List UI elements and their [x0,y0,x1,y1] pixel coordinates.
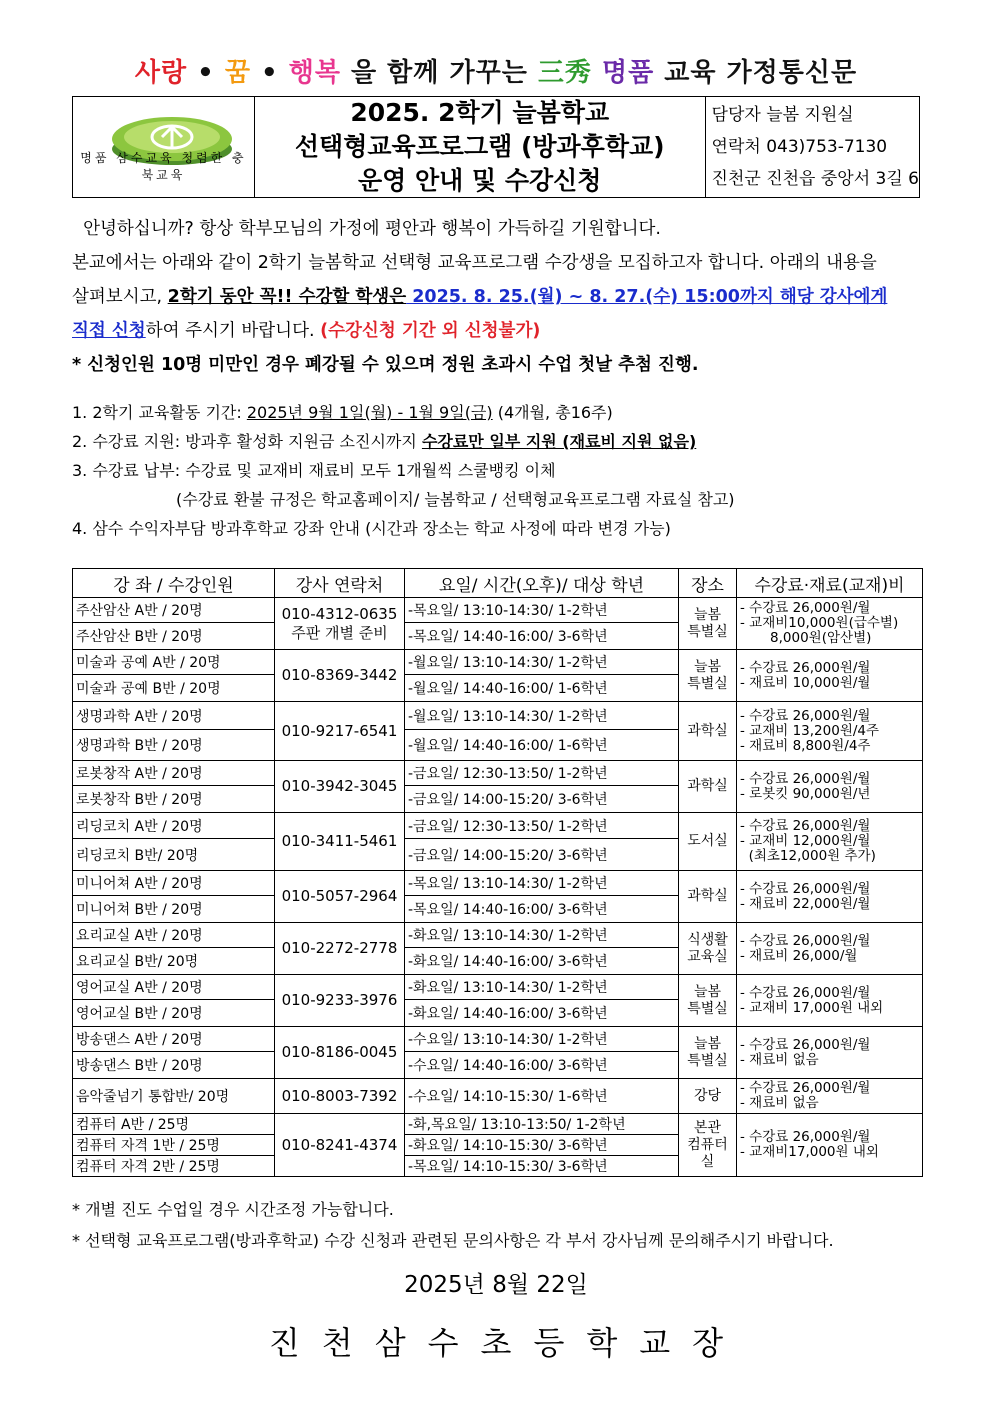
info-label: 2. 수강료 지원: 방과후 활성화 지원금 소진시까지 [72,432,422,451]
location-text: 특별실 [687,1000,728,1017]
table-row [73,1079,923,1114]
course-name: 주산암산 A반 / 20명 [73,598,275,623]
class-schedule: -목요일/ 13:10-14:30/ 1-2학년 [405,871,679,896]
class-schedule: -목요일/ 14:10-15:30/ 3-6학년 [405,1156,679,1177]
issue-date: 2025년 8월 22일 [404,1272,588,1298]
fee-text: - 로봇킷 90,000원/년 [740,785,871,802]
slogan-love: 사랑 [134,58,188,88]
apply-direct-text: 직접 신청 [72,321,146,341]
info-item [72,427,922,456]
column-header: 요일/ 시간(오후)/ 대상 학년 [405,569,679,598]
table-row [73,650,923,675]
class-schedule: -금요일/ 14:00-15:20/ 3-6학년 [405,839,679,871]
logo-caption: 명품 삼수교육 청렴한 충북교육 [80,151,247,182]
location-text: 특별실 [687,1052,728,1069]
class-schedule: -월요일/ 13:10-14:30/ 1-2학년 [405,650,679,675]
class-schedule: -수요일/ 14:40-16:00/ 3-6학년 [405,1052,679,1079]
instructor-contact [275,650,405,702]
slogan-dot: • [261,58,279,88]
fee-text: - 교재비 17,000원 내외 [740,999,884,1016]
slogan-middle: 을 함께 가꾸는 [351,58,528,88]
course-table-body [73,598,923,1177]
intro-line [72,280,922,314]
fee-info [737,761,923,813]
instructor-contact [275,598,405,650]
notes [72,1194,922,1256]
class-schedule: -월요일/ 14:40-16:00/ 1-6학년 [405,675,679,702]
table-row [73,871,923,896]
fee-text: - 교재비 12,000원/월 [740,833,871,849]
class-schedule: -화요일/ 13:10-14:30/ 1-2학년 [405,975,679,1000]
slogan-dot: • [197,58,215,88]
fee-text: - 재료비 8,800원/4주 [740,737,871,754]
location-text: 본관 [693,1119,722,1136]
course-name: 미니어쳐 B반 / 20명 [73,896,275,923]
instructor-contact [275,871,405,923]
fee-text: - 교재비17,000원 내외 [740,1144,879,1160]
location-text: 과학실 [687,778,728,794]
class-schedule: -수요일/ 13:10-14:30/ 1-2학년 [405,1027,679,1052]
class-location [679,923,737,975]
location-text: 과학실 [687,888,728,904]
logo-cell [73,97,255,197]
fee-text: - 교재비 13,200원/4주 [740,722,880,739]
fee-text: - 수강료 26,000원/월 [740,600,871,616]
course-name: 미니어쳐 A반 / 20명 [73,871,275,896]
period-dates: 2025년 9월 1일(월) - 1월 9일(금) [246,403,493,422]
info-item: 3. 수강료 납부: 수강료 및 교재비 재료비 모두 1개월씩 스쿨뱅킹 이체 [72,461,556,480]
course-name: 요리교실 A반 / 20명 [73,923,275,948]
header-box [72,96,920,198]
instructor-contact [275,975,405,1027]
contact-text: 010-8241-4374 [281,1135,398,1154]
class-location [679,702,737,761]
contact-text: 010-5057-2964 [281,887,398,905]
course-name: 음악줄넘기 통합반/ 20명 [73,1079,275,1114]
location-text: 특별실 [687,623,728,640]
table-row [73,1027,923,1052]
instructor-contact [275,702,405,761]
slogan-samsu: 三秀 [537,58,592,88]
fee-info [737,598,923,650]
fee-text: (최초12,000원 추가) [740,848,876,864]
class-schedule: -목요일/ 13:10-14:30/ 1-2학년 [405,598,679,623]
class-location [679,650,737,702]
class-schedule: -월요일/ 14:40-16:00/ 1-6학년 [405,730,679,761]
class-location [679,1114,737,1177]
table-row [73,761,923,786]
contact-text: 010-3942-3045 [281,777,398,795]
course-name: 컴퓨터 A반 / 25명 [73,1114,275,1135]
contact-text: 010-4312-0635 [281,604,398,623]
contact-line: 진천군 진천읍 중앙서 3길 6 [711,169,919,189]
location-text: 컴퓨터 [687,1136,728,1153]
fee-support-text: 수강료만 일부 지원 (재료비 지원 없음) [421,432,697,451]
fee-text: - 수강료 26,000원/월 [740,932,871,949]
title-line: 운영 안내 및 수강신청 [357,166,602,195]
fee-text: - 재료비 26,000/월 [740,947,858,964]
refund-note: (수강료 환불 규정은 학교홈페이지/ 늘봄학교 / 선택형교육프로그램 자료실 참고) [176,490,735,509]
fee-text: - 수강료 26,000원/월 [740,707,871,724]
course-name: 생명과학 B반 / 20명 [73,730,275,761]
course-name: 방송댄스 A반 / 20명 [73,1027,275,1052]
class-schedule: -화요일/ 14:40-16:00/ 3-6학년 [405,948,679,975]
fee-info [737,1027,923,1079]
info-list [72,398,922,543]
course-name: 로봇창작 B반 / 20명 [73,786,275,813]
slogan-happiness: 행복 [288,58,341,88]
fee-text: - 재료비 없음 [740,1051,819,1068]
info-label: 1. 2학기 교육활동 기간: [72,403,247,422]
fee-info [737,813,923,871]
class-location [679,1079,737,1114]
column-header: 강사 연락처 [275,569,405,598]
instructor-contact [275,1114,405,1177]
fee-info [737,650,923,702]
slogan-dream: 꿈 [224,58,251,88]
slogan [0,52,992,89]
class-schedule: -금요일/ 14:00-15:20/ 3-6학년 [405,786,679,813]
location-text: 강당 [693,1087,722,1104]
fee-text: - 재료비 10,000원/월 [740,674,871,691]
class-location [679,761,737,813]
column-header: 장소 [679,569,737,598]
note: * 선택형 교육프로그램(방과후학교) 수강 신청과 관련된 문의사항은 각 부서 강사님께 문의해주시기 바랍니다. [72,1231,834,1250]
intro-text: 하여 주시기 바랍니다. [145,321,321,341]
info-item [72,398,922,427]
location-text: 늘봄 [693,606,722,623]
title-line: 선택형교육프로그램 (방과후학교) [294,132,665,161]
fee-text: - 수강료 26,000원/월 [740,1080,871,1096]
course-name: 영어교실 A반 / 20명 [73,975,275,1000]
fee-text: - 수강료 26,000원/월 [740,818,871,834]
greeting: 안녕하십니까? 항상 학부모님의 가정에 평안과 행복이 가득하길 기원합니다. [72,219,661,239]
class-schedule: -목요일/ 14:40-16:00/ 3-6학년 [405,896,679,923]
class-schedule: -화요일/ 14:10-15:30/ 3-6학년 [405,1135,679,1156]
table-row [73,923,923,948]
intro-line [72,314,922,348]
class-schedule: -월요일/ 13:10-14:30/ 1-2학년 [405,702,679,730]
contact-text: 010-3411-5461 [281,832,398,850]
location-text: 늘봄 [693,983,722,1000]
class-location [679,813,737,871]
course-name: 리딩코치 B반/ 20명 [73,839,275,871]
fee-text: - 수강료 26,000원/월 [740,984,871,1001]
course-name: 생명과학 A반 / 20명 [73,702,275,730]
class-location [679,1027,737,1079]
class-schedule: -금요일/ 12:30-13:50/ 1-2학년 [405,761,679,786]
contact-text: 010-8003-7392 [281,1086,398,1105]
fee-text: - 재료비 22,000원/월 [740,895,871,912]
intro-paragraph [72,212,922,382]
contact-line: 담당자 늘봄 지원실 [711,105,854,125]
contact-cell [706,97,919,197]
location-text: 실 [700,1153,715,1170]
table-header-row [73,569,923,598]
info-item: 4. 삼수 수익자부담 방과후학교 강좌 안내 (시간과 장소는 학교 사정에 따라 변경 가능) [72,519,671,538]
course-name: 리딩코치 A반 / 20명 [73,813,275,839]
instructor-contact [275,813,405,871]
course-name: 요리교실 B반/ 20명 [73,948,275,975]
column-header: 수강료·재료(교재)비 [737,569,923,598]
fee-info [737,702,923,761]
contact-line: 연락처 043)753-7130 [711,137,888,157]
fee-info [737,1114,923,1177]
table-row [73,702,923,730]
column-header: 강 좌 / 수강인원 [73,569,275,598]
table-row [73,598,923,623]
location-text: 늘봄 [693,658,722,675]
cancel-notice: * 신청인원 10명 미만인 경우 폐강될 수 있으며 정원 초과시 수업 첫날 추첨 진행. [72,355,699,375]
class-schedule: -수요일/ 14:10-15:30/ 1-6학년 [405,1079,679,1114]
slogan-end: 교육 가정통신문 [664,58,858,88]
title-line: 2025. 2학기 늘봄학교 [350,98,610,127]
table-row [73,975,923,1000]
class-schedule: -금요일/ 12:30-13:50/ 1-2학년 [405,813,679,839]
note: * 개별 진도 수업일 경우 시간조정 가능합니다. [72,1200,394,1219]
fee-text: - 수강료 26,000원/월 [740,1036,871,1053]
title-cell [255,97,706,197]
location-text: 식생활 [687,931,728,948]
intro-line: 본교에서는 아래와 같이 2학기 늘봄학교 선택형 교육프로그램 수강생을 모집하고자 합니다. 아래의 내용을 [72,253,877,273]
location-text: 과학실 [687,722,728,739]
contact-text: 010-8369-3442 [281,666,398,684]
contact-text: 010-2272-2778 [281,939,398,957]
location-text: 교육실 [687,948,728,965]
fee-text: - 수강료 26,000원/월 [740,1129,871,1145]
course-name: 미술과 공예 A반 / 20명 [73,650,275,675]
course-name: 주산암산 B반 / 20명 [73,623,275,650]
fee-info [737,975,923,1027]
table-row [73,1114,923,1135]
location-text: 늘봄 [693,1035,722,1052]
course-table [72,568,923,1177]
course-name: 영어교실 B반 / 20명 [73,1000,275,1027]
fee-text: - 교재비10,000원(급수별) [740,615,899,631]
course-name: 방송댄스 B반 / 20명 [73,1052,275,1079]
table-row [73,813,923,839]
fee-info [737,871,923,923]
course-name: 미술과 공예 B반 / 20명 [73,675,275,702]
instructor-contact [275,761,405,813]
instructor-contact [275,923,405,975]
intro-text: 살펴보시고, [72,287,168,307]
apply-period-text: 2025. 8. 25.(월) ~ 8. 27.(수) 15:00까지 해당 강사에게 [406,287,888,307]
slogan-myeongpum: 명품 [601,58,655,88]
class-schedule: -화요일/ 14:40-16:00/ 3-6학년 [405,1000,679,1027]
contact-text: 010-8186-0045 [281,1043,398,1061]
class-schedule: -화요일/ 13:10-14:30/ 1-2학년 [405,923,679,948]
deadline-warning: (수강신청 기간 외 신청불가) [320,321,541,341]
principal-signature: 진천삼수초등학교장 [268,1324,746,1362]
period-note: (4개월, 총16주) [492,403,613,422]
class-schedule: -화,목요일/ 13:10-13:50/ 1-2학년 [405,1114,679,1135]
class-location [679,598,737,650]
must-attend-text: 2학기 동안 꼭!! 수강할 학생은 [167,287,407,307]
class-location [679,975,737,1027]
contact-text: 주판 개별 준비 [291,623,388,642]
course-name: 컴퓨터 자격 1반 / 25명 [73,1135,275,1156]
fee-text: - 수강료 26,000원/월 [740,880,871,897]
course-name: 로봇창작 A반 / 20명 [73,761,275,786]
fee-info [737,1079,923,1114]
fee-text: - 재료비 없음 [740,1095,819,1111]
course-name: 컴퓨터 자격 2반 / 25명 [73,1156,275,1177]
location-text: 특별실 [687,675,728,692]
fee-info [737,923,923,975]
fee-text: - 수강료 26,000원/월 [740,770,871,787]
contact-text: 010-9217-6541 [281,721,398,740]
instructor-contact [275,1027,405,1079]
location-text: 도서실 [687,833,728,849]
contact-text: 010-9233-3976 [281,991,398,1009]
class-location [679,871,737,923]
instructor-contact [275,1079,405,1114]
class-schedule: -목요일/ 14:40-16:00/ 3-6학년 [405,623,679,650]
fee-text: - 수강료 26,000원/월 [740,659,871,676]
fee-text: 8,000원(암산별) [740,630,872,646]
